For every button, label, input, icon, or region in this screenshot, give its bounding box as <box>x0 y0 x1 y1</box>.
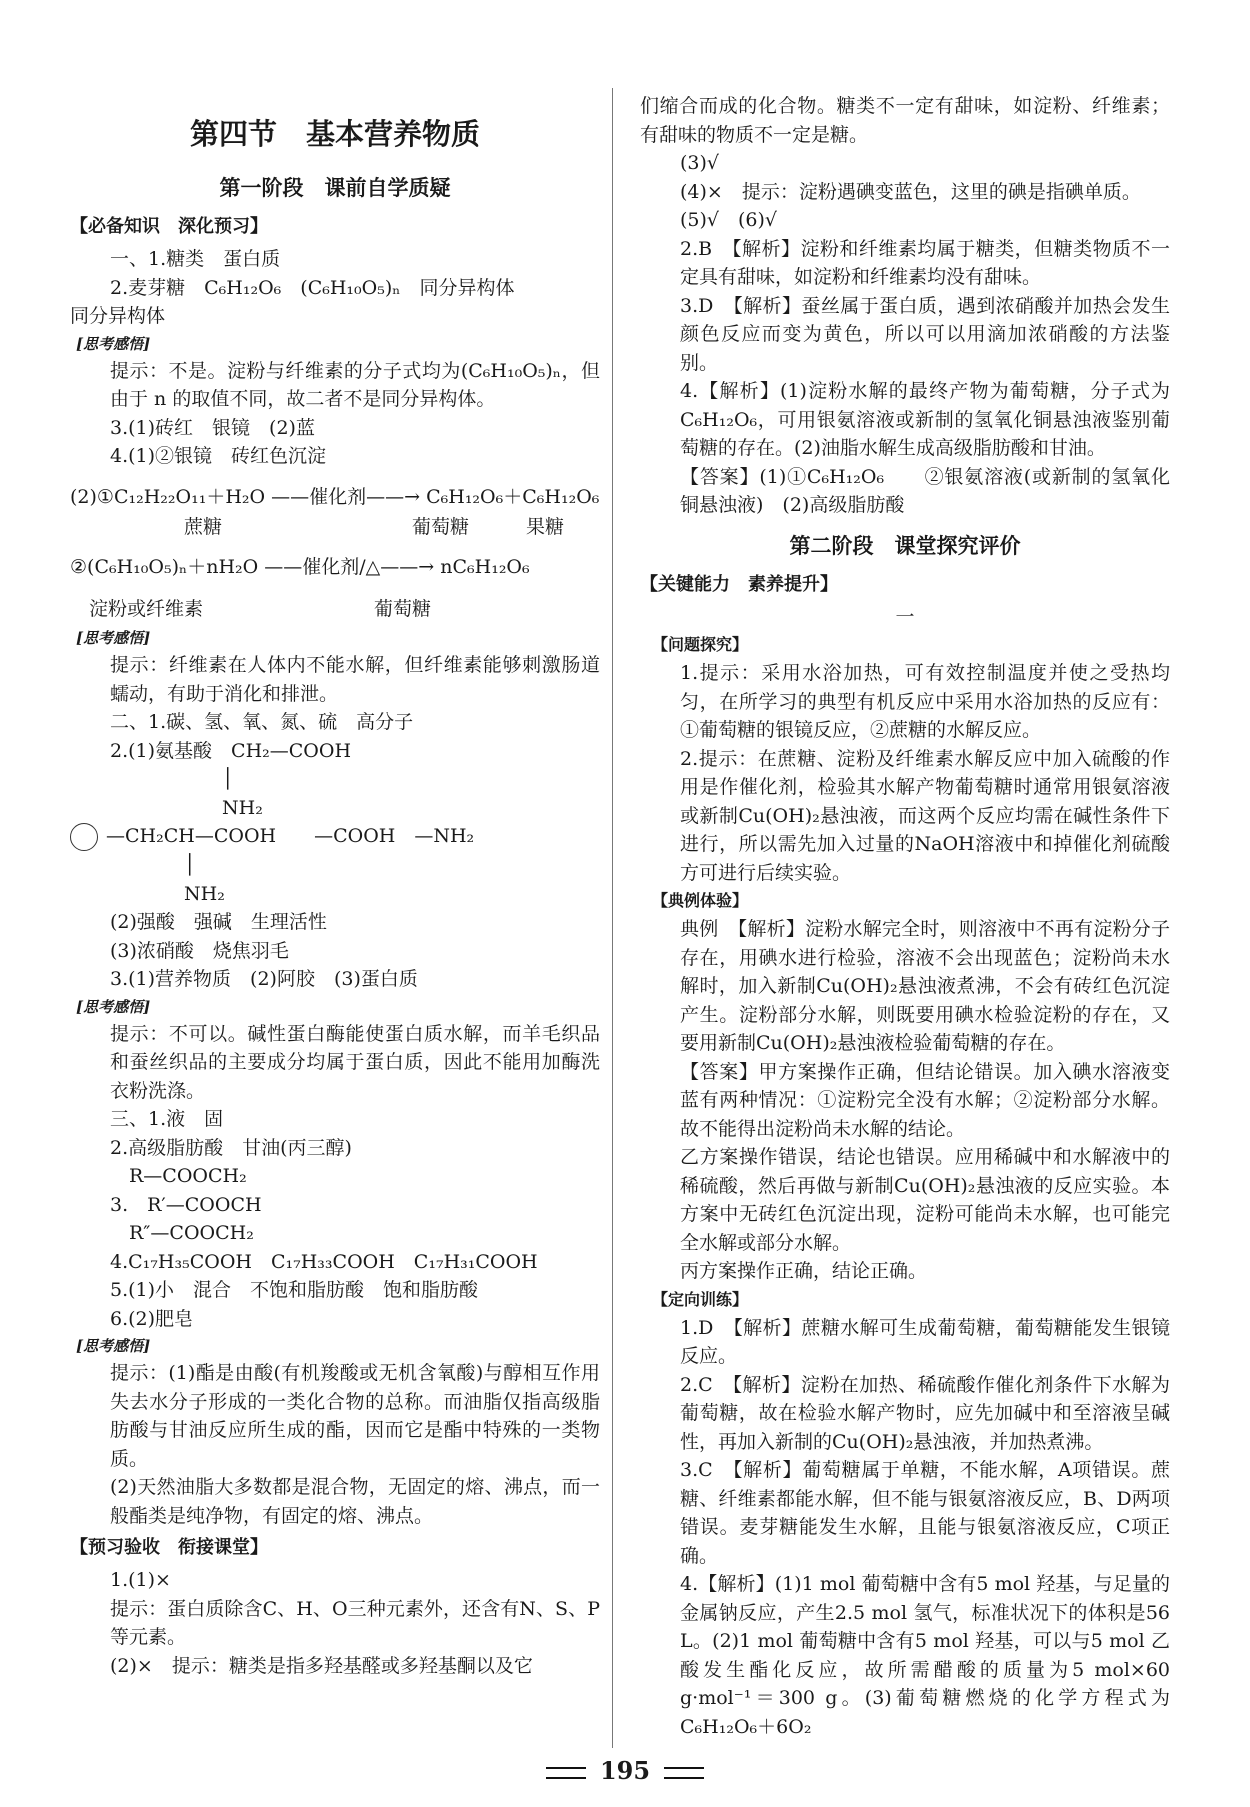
right-column <box>640 92 1170 1741</box>
section-heading: 【必备知识 深化预习】 <box>70 216 268 237</box>
reflection-label: [思考感悟] <box>76 334 151 353</box>
stage-heading: 第一阶段 课前自学质疑 <box>219 176 451 200</box>
text-line: 三、1.液 固 <box>110 1108 224 1130</box>
text-paragraph: 3.C 【解析】葡萄糖属于单糖，不能水解，A项错误。蔗糖、纤维素都能水解，但不能与银氨溶液反应，B、D两项错误。麦芽糖能发生水解，且能与银氨溶液反应，C项正确。 <box>680 1459 1170 1567</box>
text-line: 一、1.糖类 蛋白质 <box>110 248 281 270</box>
formula-text: —CH₂CH—COOH —COOH —NH₂ <box>106 825 475 847</box>
text-paragraph: (2)天然油脂大多数都是混合物，无固定的熔、沸点，而一般酯类是纯净物，有固定的熔、沸点。 <box>110 1476 600 1527</box>
text-paragraph: 2.B 【解析】淀粉和纤维素均属于糖类，但糖类物质不一定具有甜味，如淀粉和纤维素均没有甜味。 <box>680 237 1170 288</box>
text-paragraph: 【答案】甲方案操作正确，但结论错误。加入碘水溶液变蓝有两种情况：①淀粉完全没有水解；②淀粉部分水解。故不能得出淀粉尚未水解的结论。 <box>680 1060 1170 1140</box>
structural-formula <box>70 822 600 851</box>
text-paragraph: 乙方案操作错误，结论也错误。应用稀碱中和水解液中的稀硫酸，然后再做与新制Cu(OH)₂悬浊液的反应实验。本方案中无砖红色沉淀出现，淀粉可能尚未水解，也可能完全水解或部分水解。 <box>680 1146 1170 1254</box>
text-line: │ <box>70 854 196 876</box>
text-line: NH₂ <box>70 882 225 905</box>
text-line: 丙方案操作正确，结论正确。 <box>680 1260 928 1282</box>
text-paragraph: 提示：纤维素在人体内不能水解，但纤维素能够刺激肠道蠕动，有助于消化和排泄。 <box>110 654 600 705</box>
text-line: 同分异构体 <box>70 305 166 327</box>
text-line: 3. R′—COOCH <box>110 1193 262 1216</box>
text-line: 4.(1)②银镜 砖红色沉淀 <box>110 445 327 467</box>
text-line: NH₂ <box>70 796 263 819</box>
text-line: (3)浓硝酸 烧焦羽毛 <box>110 939 289 962</box>
text-paragraph: 提示：不可以。碱性蛋白酶能使蛋白质水解，而羊毛织品和蚕丝织品的主要成分均属于蛋白质，因此不能用加酶洗衣粉洗涤。 <box>110 1022 600 1102</box>
text-paragraph: 提示：(1)酯是由酸(有机羧酸或无机含氧酸)与醇相互作用失去水分子形成的一类化合物的总称。而油脂仅指高级脂肪酸与甘油反应所生成的酯，因而它是酯中特殊的一类物质。 <box>110 1362 600 1470</box>
section-heading: 【预习验收 衔接课堂】 <box>70 1537 268 1558</box>
separator-text: 一 <box>895 605 915 628</box>
text-line: 2.高级脂肪酸 甘油(丙三醇) <box>110 1136 352 1159</box>
text-line: (2)强酸 强碱 生理活性 <box>110 911 327 933</box>
text-paragraph: 提示：不是。淀粉与纤维素的分子式均为(C₆H₁₀O₅)ₙ，但由于 n 的取值不同，故二者不是同分异构体。 <box>110 359 600 410</box>
footer-rule-right <box>664 1767 704 1779</box>
subsection-heading: 【问题探究】 <box>652 635 749 654</box>
reflection-label: [思考感悟] <box>76 1337 151 1355</box>
chemical-equation: ②(C₆H₁₀O₅)ₙ＋nH₂O ——催化剂/△——→ nC₆H₁₂O₆ <box>70 556 530 578</box>
chemical-equation: (2)①C₁₂H₂₂O₁₁＋H₂O ——催化剂——→ C₆H₁₂O₆＋C₆H₁₂O₆ <box>70 485 600 508</box>
text-line: 3.(1)砖红 银镜 (2)蓝 <box>110 416 315 439</box>
text-line: (3)√ <box>680 152 720 174</box>
text-line: 6.(2)肥皂 <box>110 1307 194 1330</box>
subsection-heading: 【典例体验】 <box>652 891 749 910</box>
text-line: R—COOCH₂ <box>110 1165 247 1187</box>
benzene-ring-icon <box>70 823 98 851</box>
text-paragraph: 4.【解析】(1)淀粉水解的最终产物为葡萄糖，分子式为C₆H₁₂O₆，可用银氨溶液或新制的氢氧化铜悬浊液鉴别葡萄糖的存在。(2)油脂水解生成高级脂肪酸和甘油。 <box>680 380 1170 459</box>
text-line: 4.C₁₇H₃₅COOH C₁₇H₃₃COOH C₁₇H₃₁COOH <box>110 1250 538 1273</box>
text-paragraph: 3.D 【解析】蚕丝属于蛋白质，遇到浓硝酸并加热会发生颜色反应而变为黄色，所以可以用滴加浓硝酸的方法鉴别。 <box>680 294 1170 374</box>
text-line: 3.(1)营养物质 (2)阿胶 (3)蛋白质 <box>110 968 418 990</box>
text-line: 2.麦芽糖 C₆H₁₂O₆ (C₆H₁₀O₅)ₙ 同分异构体 <box>110 276 515 299</box>
text-line: (5)√ (6)√ <box>680 209 778 231</box>
reflection-label: [思考感悟] <box>76 997 151 1016</box>
text-paragraph: 典例 【解析】淀粉水解完全时，则溶液中不再有淀粉分子存在，用碘水进行检验，溶液不会出现蓝色；淀粉尚未水解时，加入新制Cu(OH)₂悬浊液煮沸，不会有砖红色沉淀产生。淀粉部分水解，则既要用碘水检验淀粉的存在，又要用新制Cu(OH)₂悬浊液检验葡萄糖的存在。 <box>680 918 1170 1054</box>
text-paragraph: 【答案】(1)①C₆H₁₂O₆ ②银氨溶液(或新制的氢氧化铜悬浊液) (2)高级脂肪酸 <box>680 465 1170 516</box>
column-divider <box>612 88 613 1748</box>
text-line: │ <box>70 768 234 790</box>
text-line: 2.(1)氨基酸 CH₂—COOH <box>110 739 352 762</box>
subsection-heading: 【定向训练】 <box>652 1289 749 1309</box>
stage-heading: 第二阶段 课堂探究评价 <box>789 533 1021 558</box>
footer-rule-left <box>546 1767 586 1779</box>
section-heading: 【关键能力 素养提升】 <box>640 573 838 595</box>
text-line: (2)× 提示：糖类是指多羟基醛或多羟基酮以及它 <box>110 1654 533 1677</box>
text-line: 二、1.碳、氢、氧、氮、硫 高分子 <box>110 711 414 733</box>
text-line: 1.(1)× <box>110 1569 171 1591</box>
text-paragraph: 4.【解析】(1)1 mol 葡萄糖中含有5 mol 羟基，与足量的金属钠反应，产生2.5 mol 氢气，标准状况下的体积是56 L。(2)1 mol 葡萄糖中含有5 mol 羟基，可以与5 mol 乙酸发生酯化反应，故所需醋酸的质量为5 mol×60 g·mol⁻¹＝300 g。(3)葡萄糖燃烧的化学方程式为C₆H₁₂O₆＋6O₂ <box>680 1573 1170 1738</box>
separator-mark <box>640 603 1170 632</box>
section-title: 第四节 基本营养物质 <box>189 117 480 151</box>
text-paragraph: 2.C 【解析】淀粉在加热、稀硫酸作催化剂条件下水解为葡萄糖，故在检验水解产物时，应先加碱中和至溶液呈碱性，再加入新制的Cu(OH)₂悬浊液，并加热煮沸。 <box>680 1373 1170 1453</box>
text-paragraph: 2.提示：在蔗糖、淀粉及纤维素水解反应中加入硫酸的作用是作催化剂，检验其水解产物葡萄糖时通常用银氨溶液或新制Cu(OH)₂悬浊液，而这两个反应均需在碱性条件下进行，所以需先加入过量的NaOH溶液中和掉催化剂硫酸方可进行后续实验。 <box>680 747 1170 884</box>
text-paragraph: 提示：蛋白质除含C、H、O三种元素外，还含有N、S、P等元素。 <box>110 1597 600 1648</box>
page-number: 195 <box>599 1756 651 1785</box>
text-line: 蔗糖 葡萄糖 果糖 <box>70 515 565 538</box>
text-paragraph: 们缩合而成的化合物。糖类不一定有甜味，如淀粉、纤维素；有甜味的物质不一定是糖。 <box>640 95 1170 146</box>
reflection-label: [思考感悟] <box>76 629 151 647</box>
text-paragraph: 1.提示：采用水浴加热，可有效控制温度并使之受热均匀，在所学习的典型有机反应中采用水浴加热的反应有：①葡萄糖的银镜反应，②蔗糖的水解反应。 <box>680 662 1170 741</box>
text-line: (4)× 提示：淀粉遇碘变蓝色，这里的碘是指碘单质。 <box>680 180 1141 203</box>
text-line: 5.(1)小 混合 不饱和脂肪酸 饱和脂肪酸 <box>110 1279 479 1301</box>
text-paragraph: 1.D 【解析】蔗糖水解可生成葡萄糖，葡萄糖能发生银镜反应。 <box>680 1316 1170 1367</box>
chemical-equation: 淀粉或纤维素 葡萄糖 <box>70 598 432 620</box>
text-line: R″—COOCH₂ <box>110 1222 254 1244</box>
page-number-footer <box>0 1756 1250 1786</box>
left-column <box>70 92 600 1680</box>
